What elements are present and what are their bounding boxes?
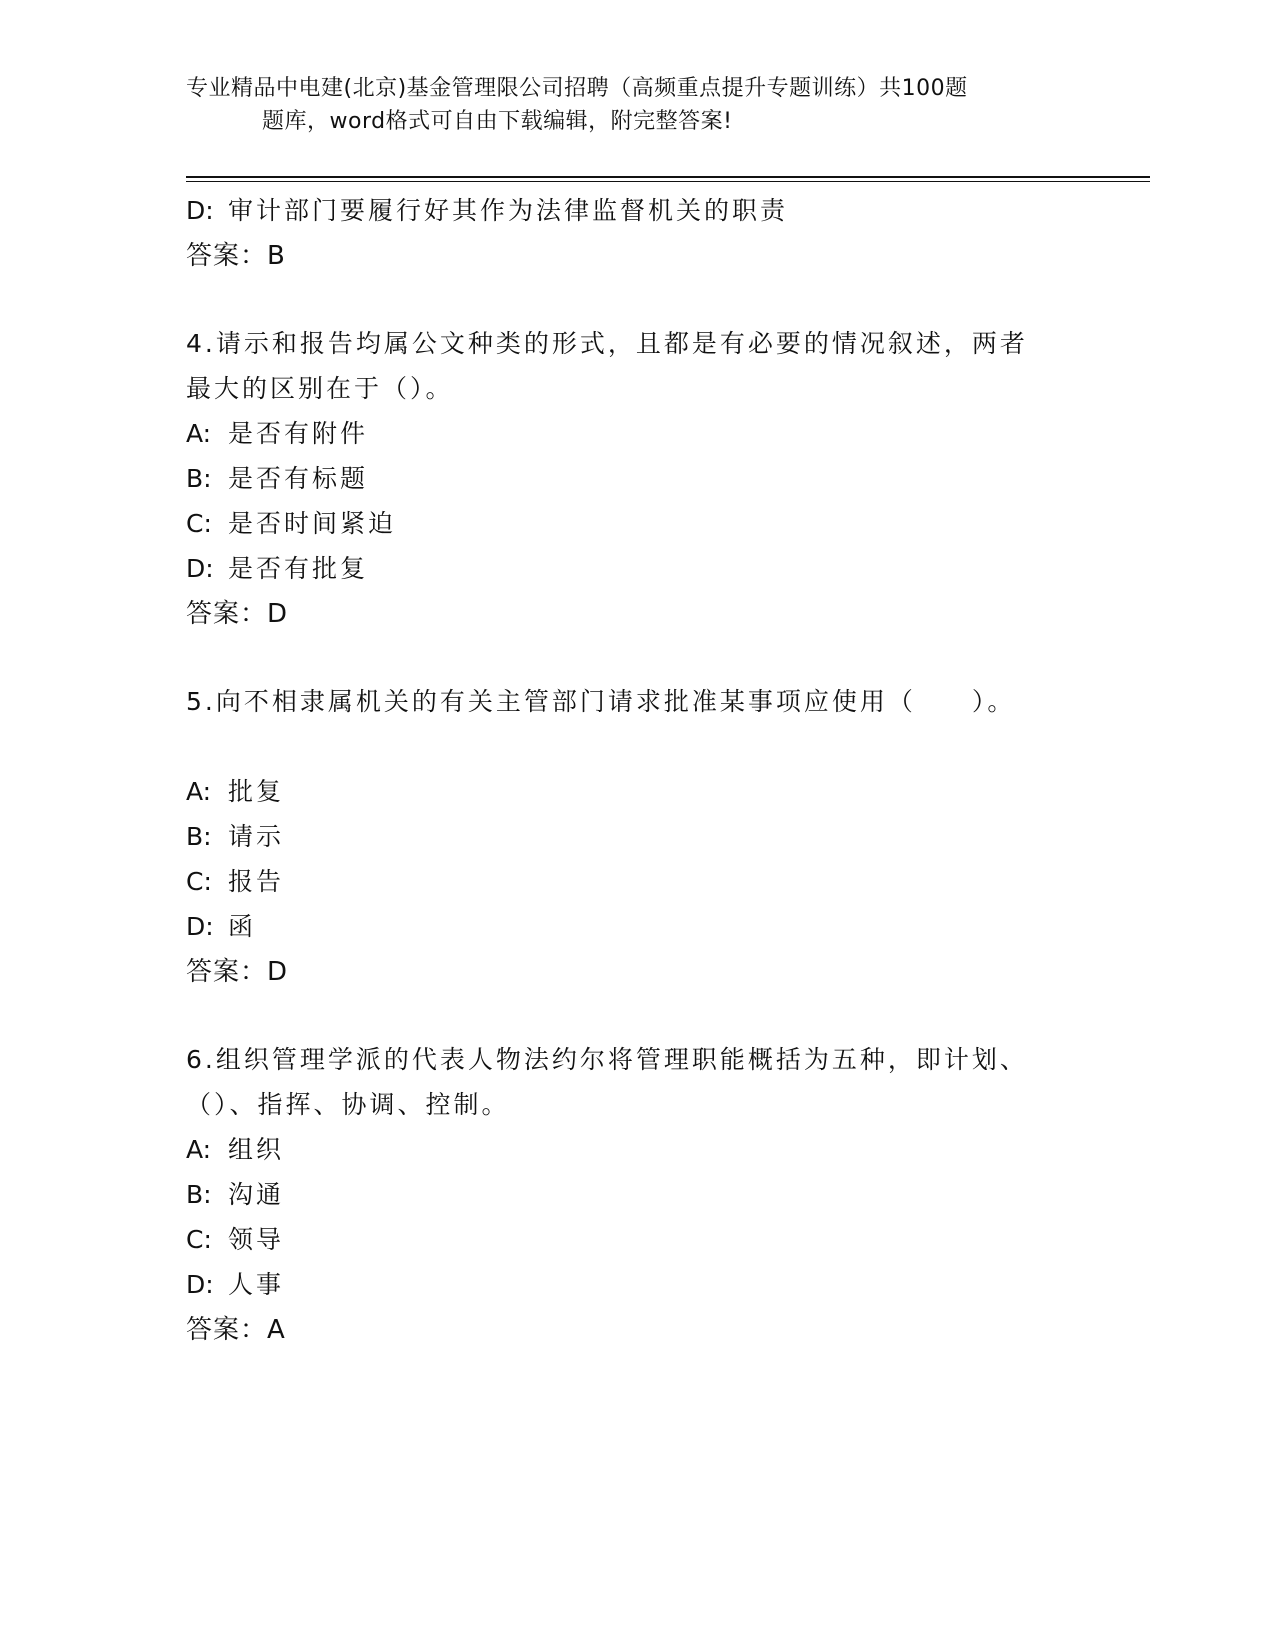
question-6-line2: （）、指挥、协调、控制。: [186, 1090, 510, 1119]
question-4-answer: 答案：D: [186, 599, 289, 629]
option-text: 领导: [228, 1225, 285, 1254]
spacer: [186, 637, 1086, 679]
option-text: 是否有附件: [228, 419, 369, 448]
option-key: C:: [186, 1225, 212, 1254]
question-4-line1: 4.请示和报告均属公文种类的形式，且都是有必要的情况叙述，两者: [186, 329, 1028, 358]
option-key: C:: [186, 867, 212, 896]
header-title-line1: 专业精品中电建(北京)基金管理限公司招聘（高频重点提升专题训练）共100题: [186, 76, 968, 101]
spacer: [186, 724, 1086, 769]
header-divider-thin: [186, 181, 1150, 182]
option-text: 审计部门要履行好其作为法律监督机关的职责: [228, 196, 789, 225]
question-5-line1: 5.向不相隶属机关的有关主管部门请求批准某事项应使用（ ）。: [186, 687, 1016, 716]
spacer: [186, 279, 1086, 321]
question-4-option-d: [186, 546, 1086, 591]
option-key: D:: [186, 1270, 214, 1299]
option-text: 组织: [228, 1135, 285, 1164]
page-header: [186, 72, 1066, 138]
question-4-option-a: [186, 411, 1086, 456]
option-text: 沟通: [228, 1180, 285, 1209]
question-6-option-b: [186, 1172, 1086, 1217]
question-4-line2: 最大的区别在于（）。: [186, 374, 454, 403]
question-6-option-d: [186, 1262, 1086, 1307]
question-5-answer: 答案：D: [186, 957, 289, 987]
prev-answer: 答案：B: [186, 241, 286, 271]
question-6-answer: 答案：A: [186, 1315, 286, 1345]
option-key: D:: [186, 554, 214, 583]
question-5-option-d: [186, 904, 1086, 949]
option-text: 人事: [228, 1270, 285, 1299]
option-key: B:: [186, 822, 212, 851]
question-content: [186, 188, 1086, 1353]
question-4-option-b: [186, 456, 1086, 501]
header-divider-thick: [186, 176, 1150, 178]
question-6-line1: 6.组织管理学派的代表人物法约尔将管理职能概括为五种，即计划、: [186, 1045, 1028, 1074]
option-key: D:: [186, 912, 214, 941]
question-6-option-a: [186, 1127, 1086, 1172]
question-5-option-a: [186, 769, 1086, 814]
question-5-option-c: [186, 859, 1086, 904]
option-text: 是否有批复: [228, 554, 369, 583]
question-4-option-c: [186, 501, 1086, 546]
option-key: A:: [186, 777, 212, 806]
spacer: [186, 995, 1086, 1037]
prev-option-d: [186, 188, 1086, 233]
option-text: 是否有标题: [228, 464, 369, 493]
header-title-line2: 题库，word格式可自由下载编辑，附完整答案!: [262, 109, 733, 134]
option-key: B:: [186, 464, 212, 493]
option-text: 批复: [228, 777, 285, 806]
option-text: 函: [228, 912, 257, 941]
option-text: 是否时间紧迫: [228, 509, 397, 538]
option-key: D:: [186, 196, 214, 225]
option-key: C:: [186, 509, 212, 538]
option-text: 报告: [228, 867, 285, 896]
option-text: 请示: [228, 822, 285, 851]
option-key: B:: [186, 1180, 212, 1209]
option-key: A:: [186, 419, 212, 448]
question-5-option-b: [186, 814, 1086, 859]
question-6-option-c: [186, 1217, 1086, 1262]
option-key: A:: [186, 1135, 212, 1164]
